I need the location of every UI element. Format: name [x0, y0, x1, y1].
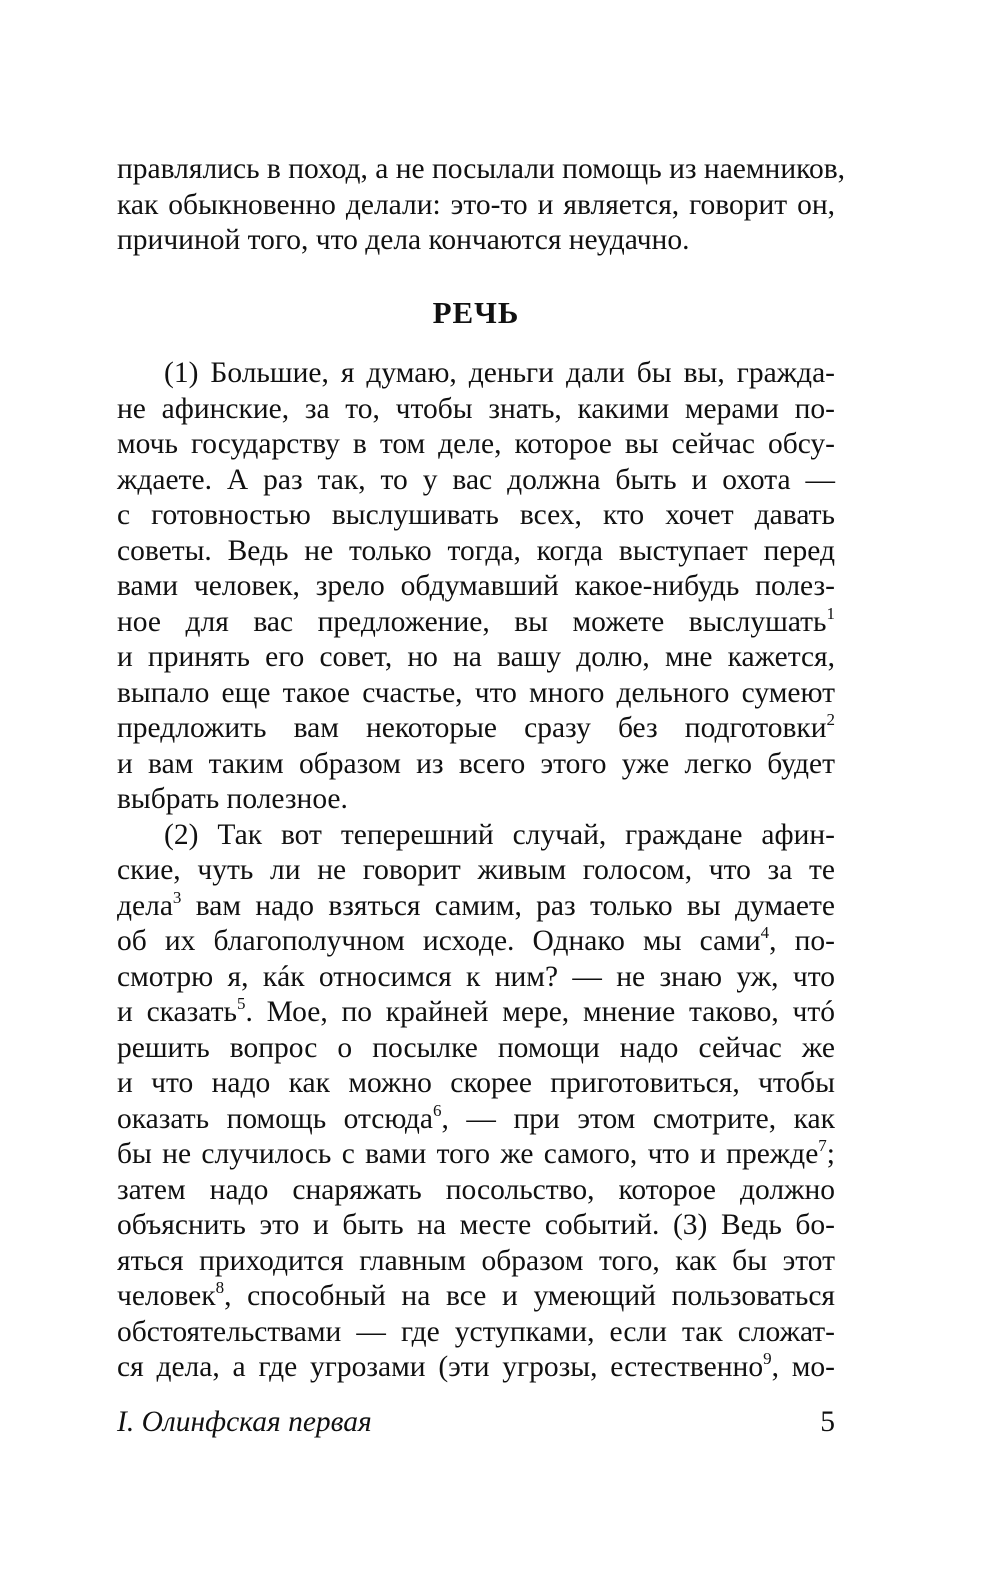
text-line: смотрю я, кáк относимся к ним? — не знаю уж, что [117, 960, 835, 993]
text-line [117, 1350, 835, 1386]
text-line: как обыкновенно делали: это-то и является, говорит он, [117, 188, 835, 221]
text-fragment: оказать помощь отсюда [117, 1102, 434, 1135]
running-title: I. Олинфская первая [117, 1406, 372, 1438]
text-line: ждаете. А раз так, то у вас должна быть и охота — [117, 463, 835, 496]
footnote-marker: 4 [760, 923, 770, 942]
text-line: яться приходится главным образом того, как бы этот [117, 1244, 835, 1277]
text-line: и что надо как можно скорее приготовиться, чтобы [117, 1067, 835, 1099]
footnote-marker: 7 [818, 1136, 827, 1155]
text-line: объяснить это и быть на месте событий. (3) Ведь бо- [117, 1209, 835, 1241]
text-fragment: дела [117, 889, 173, 922]
text-fragment: ное для вас предложение, вы можете выслушать [117, 605, 827, 638]
text-fragment: человек [117, 1280, 216, 1312]
text-line [117, 995, 835, 1031]
text-line: ские, чуть ли не говорит живым голосом, что за те [117, 854, 835, 886]
text-fragment: ; [826, 1138, 835, 1170]
text-line: причиной того, что дела кончаются неудачно. [117, 224, 690, 256]
text-line: не афинские, за то, чтобы знать, какими мерами по- [117, 392, 835, 425]
text-fragment: вам надо взяться самим, раз только вы думаете [181, 889, 835, 922]
text-line [117, 1137, 835, 1173]
text-line [117, 605, 835, 641]
section-heading: РЕЧЬ [432, 295, 520, 330]
text-fragment: , мо- [771, 1351, 835, 1383]
footnote-marker: 1 [826, 603, 835, 623]
text-fragment: ся дела, а где угрозами (эти угрозы, естественно [117, 1351, 764, 1383]
footnote-marker: 8 [215, 1278, 225, 1297]
text-line: выпало еще такое счастье, что много дельного сумеют [117, 676, 835, 709]
text-line: (2) Так вот теперешний случай, граждане афин- [164, 818, 835, 851]
text-line: решить вопрос о посылке помощи надо сейчас же [117, 1031, 835, 1064]
page-number: 5 [820, 1406, 835, 1438]
text-fragment: . Мое, по крайней мере, мнение таково, чтó [245, 996, 835, 1028]
text-line: выбрать полезное. [117, 783, 348, 815]
footnote-marker: 6 [433, 1100, 442, 1120]
text-line [117, 889, 835, 925]
text-fragment: об их благополучном исходе. Однако мы сами [117, 925, 761, 957]
text-fragment: предложить вам некоторые сразу без подготовки [117, 712, 827, 744]
text-line: правлялись в поход, а не посылали помощь из наемников, [117, 153, 846, 185]
text-line: и принять его совет, но на вашу долю, мне кажется, [117, 641, 835, 673]
text-line [117, 1102, 835, 1138]
text-line: советы. Ведь не только тогда, когда выступает перед [117, 534, 835, 567]
text-fragment: , — при этом смотрите, как [441, 1102, 835, 1135]
footnote-marker: 9 [763, 1349, 772, 1368]
text-fragment: , по- [769, 925, 835, 957]
footnote-marker: 5 [236, 994, 246, 1013]
text-line: с готовностью выслушивать всех, кто хочет давать [117, 499, 835, 531]
text-fragment: , способный на все и умеющий пользоваться [224, 1280, 835, 1312]
page-footer [117, 1402, 835, 1442]
text-line [117, 924, 835, 960]
text-line: обстоятельствами — где уступками, если так сложат- [117, 1315, 835, 1348]
text-fragment: бы не случилось с вами того же самого, что и прежде [117, 1138, 819, 1170]
text-line: и вам таким образом из всего этого уже легко будет [117, 747, 835, 780]
text-line: (1) Большие, я думаю, деньги дали бы вы, гражда- [164, 357, 835, 389]
text-line: вами человек, зрело обдумавший какое-нибудь полез- [117, 570, 835, 602]
text-line: затем надо снаряжать посольство, которое должно [117, 1173, 835, 1206]
text-line: мочь государству в том деле, которое вы сейчас обсу- [117, 428, 835, 460]
text-line [117, 1279, 835, 1315]
speech-text [117, 356, 835, 1386]
footnote-marker: 2 [826, 710, 835, 729]
intro-paragraph [117, 152, 846, 259]
text-line [117, 711, 835, 747]
text-fragment: и сказать [117, 996, 237, 1028]
footnote-marker: 3 [172, 887, 182, 907]
